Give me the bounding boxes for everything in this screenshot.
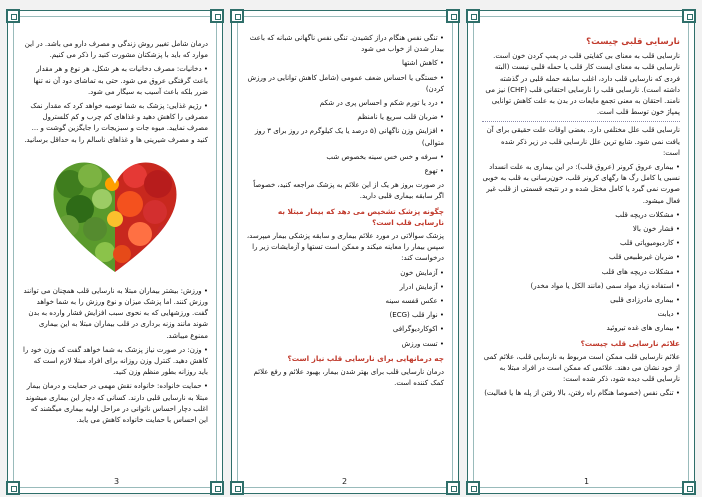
diagnosis-title: چگونه پزشک تشخیص می دهد که بیمار مبتلا به نارسایی قلب است؟ xyxy=(277,206,444,227)
list-item: • فشار خون بالا xyxy=(482,224,680,235)
list-item: • مشکلات دریچه قلب xyxy=(482,210,680,221)
list-item: • بیماری عروق کرونر (عروق قلب): در این بیماری به علت انسداد نسبی یا کامل رگ ها رگهای کرونر قلب، خون‌رسانی به قلب به خوبی صورت نمی گیرد یا کامل مختل شده و در نتیجه قسمتی از قلب غیر فعال میشود. xyxy=(482,162,680,207)
diagnosis-text: پزشک سوالاتی در مورد علائم بیماری و سابقه پزشکی بیمار میپرسد، سپس بیمار را معاینه میکند و ممکن است تستها و آزمایشات زیر را درخواست کند: xyxy=(246,232,444,263)
list-item: • بیماری مادرزادی قلبی xyxy=(482,295,680,306)
list-item: • تست ورزش xyxy=(246,339,444,350)
tests-list xyxy=(246,268,444,350)
smoking-paragraph: • دخانیات: مصرف دخانیات به هر شکل، هر نوع و هر مقدار باعث گرفتگی عروق می شود. حتی به تماشای دود آن نه تنها ضرر بلکه باعث آسیب به سیگار می شود. xyxy=(22,64,208,98)
panel-page-2 xyxy=(231,10,459,494)
list-item: • افزایش وزن ناگهانی (۵ درصد یا یک کیلوگرم در روز برای ۳ روز متوالی) xyxy=(246,126,444,148)
symptoms-title: علائم نارسایی قلب چیست؟ xyxy=(580,338,680,348)
list-item: • آزمایش خون xyxy=(246,268,444,279)
page-number: 1 xyxy=(584,477,590,486)
exercise-paragraph: • ورزش: بیشتر بیماران مبتلا به نارسایی قلب همچنان می توانند ورزش کنند. اما پزشک میزان و نوع ورزش را به شما خواهد گفت. ورزشهایی که به نحوی سبب افزایش فشار وارده به بدن شوند مانند وزنه برداری در قلب بیماران مبتلا به این بیماری ممنوع میباشد. xyxy=(22,286,208,342)
warning-note: در صورت بروز هر یک از این علائم به پزشک مراجعه کنید، خصوصاً اگر سابقه بیماری قلبی دارید. xyxy=(253,181,444,201)
diet-paragraph: • رژیم غذایی: پزشک به شما توصیه خواهد کرد که مقدار نمک مصرفی را کاهش دهید و غذاهای کم چرب و کم کلسترول مصرف نمایید. میوه جات و سبزیجات را جایگزین گوشت و ... کنید و مصرف شیرینی ها و غذاهای ناسالم را به حداقل برسانید. xyxy=(22,101,208,146)
heart-failure-title: نارسایی قلبی چیست؟ xyxy=(586,37,680,47)
treatment-text: درمان نارسایی قلب برای بهتر شدن بیمار، بهبود علائم و رفع علائم کمک کننده است. xyxy=(253,368,444,388)
list-item: • کاردیومیوپاتی قلب xyxy=(482,238,680,249)
list-item: • درد یا تورم شکم و احساس پری در شکم xyxy=(246,98,444,109)
weight-paragraph: • وزن: در صورت نیاز پزشک به شما خواهد گفت که وزن خود را کاهش دهید. کنترل وزن روزانه برای افراد مبتلا لازم است که باید روزانه بطور منظم وزن کنید. xyxy=(22,345,208,379)
heart-image-container xyxy=(22,154,208,276)
intro-paragraph: نارسایی قلب به معنای بی کفایتی قلب در پمپ کردن خون است. نارسایی قلب به معنای ایست کار قلب یا حمله قلبی نیست (البته فردی که نارسایی قلب دارد، اغلب سابقه حمله قلبی در گذشته داشته است). نارسایی قلب را نارسایی احتقانی قلب (CHF) نیز می نامند. احتقان به معنی تجمع مایعات در بدن به علت کاهش توانایی پمپاژ خون توسط قلب است. xyxy=(485,52,680,117)
treatment-intro: درمان شامل تغییر روش زندگی و مصرف دارو می باشد. در این موارد که باید با پزشکتان مشورت کنید را ذکر می کنیم. xyxy=(24,40,208,60)
symptoms-intro: علائم نارسایی قلب ممکن است مربوط به نارسایی قلب، علائم کمی از خود نشان می دهند. علائمی که ممکن است در افراد مبتلا به نارسایی قلب دیده شود، ذکر شده است: xyxy=(483,352,680,384)
page-number: 2 xyxy=(342,477,348,486)
panel-page-3 xyxy=(7,10,223,494)
symptoms-list xyxy=(246,33,444,177)
heart-fruit-vegetable-image xyxy=(50,154,180,276)
list-item: • تنگی نفس هنگام دراز کشیدن. تنگی نفس ناگهانی شبانه که باعث بیدار شدن از خواب می شود xyxy=(246,33,444,55)
list-item: • دیابت xyxy=(482,309,680,320)
family-support-paragraph: • حمایت خانواده: خانواده نقش مهمی در حمایت و درمان بیمار مبتلا به نارسایی قلبی دارند. کسانی که دچار این بیماری میشوند اغلب دچار احساس ناتوانی در مراحل اولیه بیماری میگشند که این احساس با حمایت خانواده کاهش می یابد. xyxy=(22,381,208,426)
panel-page-1 xyxy=(467,10,695,494)
list-item: • اکوکاردیوگرافی xyxy=(246,324,444,335)
list-item: • استفاده زیاد مواد سمی (مانند الکل یا مواد مخدر) xyxy=(482,281,680,292)
causes-list xyxy=(482,162,680,335)
list-item: • تهوع xyxy=(246,166,444,177)
list-item: • خستگی یا احساس ضعف عمومی (شامل کاهش توانایی در ورزش کردن) xyxy=(246,73,444,95)
list-item: • کاهش اشتها xyxy=(246,58,444,69)
page-number: 3 xyxy=(114,477,120,486)
list-item: • ضربان غیرطبیعی قلب xyxy=(482,252,680,263)
causes-paragraph: نارسایی قلب علل مختلفی دارد. بعضی اوقات علت حقیقی برای آن یافت نمی شود. شایع ترین علل نارسایی قلب در زیر ذکر شده است: xyxy=(486,126,680,157)
list-item: • تنگی نفس (خصوصا هنگام راه رفتن، بالا رفتن از پله ها یا فعالیت) xyxy=(482,388,680,399)
list-item: • بیماری های غده تیروئید xyxy=(482,323,680,334)
list-item: • سرفه و خس خس سینه بخصوص شب xyxy=(246,152,444,163)
list-item: • مشکلات دریچه های قلب xyxy=(482,267,680,278)
list-item: • عکس قفسه سینه xyxy=(246,296,444,307)
list-item: • ضربان قلب سریع یا نامنظم xyxy=(246,112,444,123)
list-item: • نوار قلب (ECG) xyxy=(246,310,444,321)
list-item: • آزمایش ادرار xyxy=(246,282,444,293)
treatment-title: چه درمانهایی برای نارسایی قلب نیاز است؟ xyxy=(287,353,444,363)
